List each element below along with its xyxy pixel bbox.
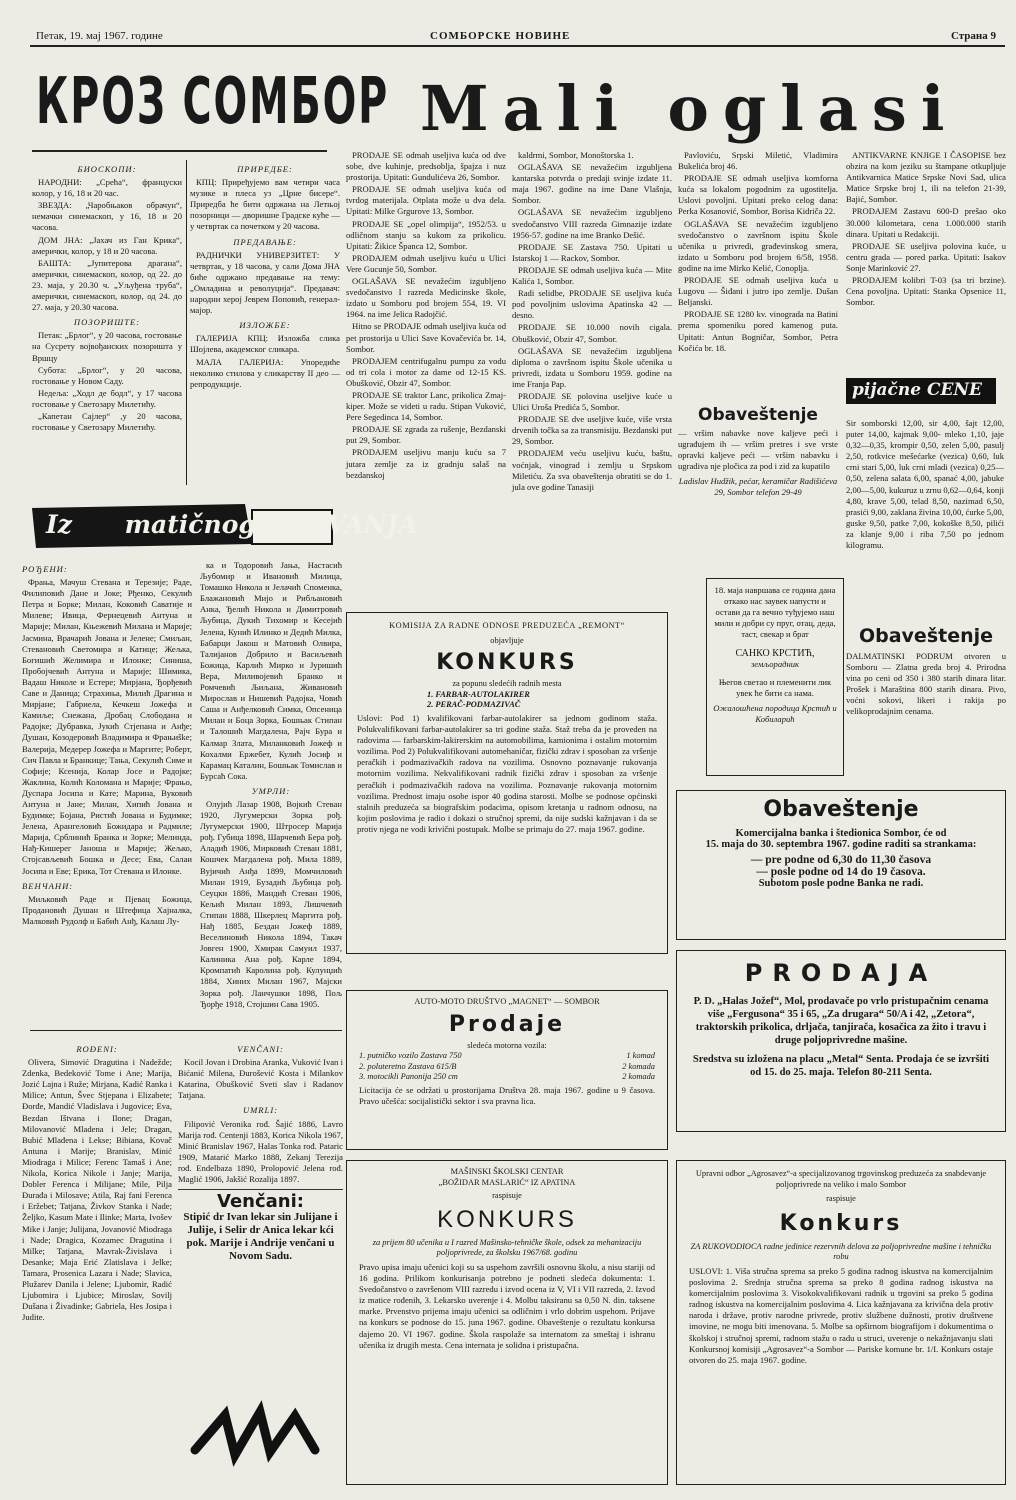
issue-date: Петак, 19. мај 1967. године: [36, 30, 163, 42]
classified-ad: kaldrmi, Sombor, Monoštorska 1.: [518, 150, 634, 160]
agrosavez-org: Upravni odbor „Agrosavez“-a specijalizovanog trgovinskog preduzeća za snabdevanje poljoprivrede na veliko i malo Sombor: [695, 1169, 987, 1189]
classified-ad: Radi selidbe, PRODAJE SE useljiva kuća pod povoljnim uslovima Apatinska 42 — desno.: [512, 288, 672, 321]
wine-cellar-title: Obaveštenje: [858, 625, 994, 647]
memorial-role: земљорадник: [750, 659, 800, 670]
theatre-item: „Капетан Сајлер“ ,у 20 часова, гостовање у Светозару Милетићу.: [32, 410, 182, 433]
classified-ad: PRODAJEM centrifugalnu pumpu za vodu od tri cola i motor za dame od 12-15 KS. Obušković, Obzir 47, Sombor.: [346, 355, 506, 388]
wedding-notice-title: Venčani:: [217, 1191, 304, 1213]
remont-competition: [346, 612, 668, 954]
classified-ad: PRODAJE SE zgrada za rušenje, Bezdanski put 29, Sombor.: [346, 424, 506, 446]
classified-ad: OGLAŠAVA SE nevažećim izgubljeno svedočanstvo o završnom ispitu Škole učenika u privredi, građevinskog smera, izdato u Somboru pod brojem 6/58, 1958. godine na ime Mirko Kelić, Conoplja.: [678, 218, 838, 273]
cinema-item: БАШТА: „Јупитерова драгана“, амерички, синемаскоп, колор, од 22. до 23. маја, у 20.30 ч. „Уљуђена труба“, амерички, синемаскоп, колор, од 24. до 27. маја, у 20.30 часова.: [32, 257, 182, 313]
marriages-heading: ВЕНЧАНИ:: [22, 880, 74, 891]
remont-job-1: 1. FARBAR-AUTOLAKIRER: [427, 689, 530, 699]
apatin-text: Pravo upisa imaju učenici koji su sa uspehom završili osnovnu školu, a nisu stariji od 16 godina. Prilikom konkurisanja potrebno je podneti sledeća dokumenta: 1. Svedočanstvo o završenom VIII razredu i izvod ocena iz V, VI i VII razreda, 2. Izvod iz matice rođenih, 3. Lekarsko uverenje i 4. Molbu taksiranu sa 0,50 N. din. taksene marke. Prvenstvo prijema imaju učenici sa odličnim i vrlo dobrim uspehom. Prijave na konkurs se podnose do 15. juna 1967. godine. Obaveštenje o rezultatu konkursa dajemo 20. VI 1967. godine. Škola raspolaže sa internatom za smeštaj i ishranu učenika iz drugih mesta. Cena internata je solidna i pristupačna.: [359, 1261, 655, 1350]
classified-ad: Pavloviću, Srpski Miletić, Vladimira Bukelića broj 46.: [678, 150, 838, 172]
vehicle-qty: 2 komada: [622, 1061, 655, 1071]
cinema-item: НАРОДНИ: „Срећа“, француски колор, у 16, 18 и 20 час.: [32, 177, 182, 199]
classified-ad: PRODAJEM veću useljivu kuću, baštu, voćnjak, vinograd i zemlju u Srpskom Miletiću. Za sva obaveštenja obratiti se do 1. jula ove godine Tanasiji: [512, 448, 672, 492]
classified-ad: PRODAJEM Zastavu 600-D prešao oko 30.000 kilometara, cena 1.000.000 starih dinara. Upitati u Redakciji.: [846, 206, 1006, 239]
classified-ad: PRODAJEM odmah useljivu kuću u Ulici Vere Gucunje 50, Sombor.: [346, 252, 506, 274]
magnet-vehicle-row: [359, 1072, 655, 1083]
vehicle-qty: 1 komad: [626, 1051, 655, 1061]
vehicle-name: 2. poluteretno Zastava 615/B: [359, 1061, 457, 1071]
vehicle-name: 3. motocikli Panonija 250 cm: [359, 1072, 458, 1082]
births-cyr-column-2: [200, 560, 342, 1009]
bank-line-1: Komercijalna banka i štedionica Sombor, će od: [735, 828, 947, 839]
agrosavez-title: Konkurs: [779, 1210, 903, 1236]
marriages-text: Миљковић Раде и Пјевац Божица, Продановић Душан и Штефица Хајналка, Малковић Рудолф и Бабић Анђ, Калаш Лу-: [22, 893, 192, 926]
births-text: Фрања, Мачуш Стевана и Терезије; Раде, Филиповић Дане и Јоке; Рђенко, Секулић Петра и Борке; Милан, Коковић Саватије и Милеве; Ивица, Фернецевић Антуна и Марије; Милан, Књежевић Милана и Марије; Јасмина, Врачарић Јована и Јелене; Смиљан, Стевановић Светомира и Катице; Жељка, Богишић Желимира и Илонке; Синиша, Пробојчевић Антуна и Марије; Шимика, Вадаш Николе и Естере; Мирјана, Ђорђевић Саве и Даница; Страхиња, Милић Драгина и Мирјане; Габриела, Кечкеш Јожефа и Камиље; Снежана, Дробац Слободана и Радојке; Дубравка, Јукић Стјепана и Анђе; Душан, Козодеровић Владимира и Фрањиške; Валерија, Медерер Јожефа и Маргите; Роберт, Сич Павла и Бранкице; Тања, Секулић Симе и Софије; Ксенија, Колар Јосе и Радојке; Жаклина, Колић Коломана и Марије; Фрањо, Дуспара Јосипа и Кате; Марина, Вуковић Антуна и Јане; Милан, Хипић Јована и Будимке; Бојана, Ристић Јована и Будимке; Јелена, Арангеловић Божидара и Радмиле; Марија, Срблинић Бранка и Зорке; Мелинда, Нађ-Кишерег Јаноша и Марије; Жељко, Стојсављевић Бошка и Десе; Ева, Салаи Јосипа и Еве; Ерика, Тот Стевана и Илонке.: [22, 577, 192, 876]
wine-cellar-notice: [846, 625, 1006, 775]
apatin-school-competition: [346, 1160, 668, 1485]
agrosavez-subtitle: ZA RUKOVODIOCA radne jedinice rezervnih delova za poljoprivredne mašine i tehničku robu: [690, 1241, 992, 1262]
newspaper-name: СОМБОРСКЕ НОВИНЕ: [430, 30, 571, 42]
classified-ad: PRODAJE SE odmah useljiva kuća — Mite Kalića 1, Sombor.: [512, 264, 672, 287]
classified-ad: PRODAJE SE polovina useljive kuće u Ulici Uroša Predića 5, Sombor.: [512, 390, 672, 413]
deaths-lat-text: Filipović Veronika rođ. Šajić 1886, Lavro Marija rođ. Centenji 1883, Korica Nikola 1967, Minić Branislav 1967, Halas Tonka rođ. Pataric 1909, Matarić Marko 1888, Zekanj Terezija rođ. Endelbaza 1890, Prolopović Jelena rođ. Maglić 1906, Jakšić Rozalija 1897.: [178, 1118, 343, 1185]
classified-ad: PRODAJE SE odmah useljiva kuća u Lugovu — Šiđani i jutro ipo zemlje. Dušan Beljanski.: [678, 275, 838, 308]
theatre-item: Петак: „Брлог“, у 20 часова, гостовање на Сусрету војвођанских позоришта у Вршцу: [32, 330, 182, 363]
remont-title: KONKURS: [436, 650, 578, 676]
classified-ad: PRODAJEM kolibri T-03 (sa tri brzine). Cena povoljna. Upitati: Stanka Opsenice 11, Sombor.: [846, 275, 1006, 308]
machinery-sale: [676, 950, 1006, 1132]
apatin-org-1: MAŠINSKI ŠKOLSKI CENTAR: [450, 1167, 564, 1176]
births-heading: РОЂЕНИ:: [22, 564, 68, 574]
bank-title: Obaveštenje: [763, 797, 919, 822]
apatin-org-2: „BOŽIDAR MASLARIĆ“ IZ APATINA: [438, 1177, 576, 1187]
classified-ad: PRODAJE SE Zastava 750. Upitati u Istarskoj 1 — Rackov, Sombor.: [512, 241, 672, 263]
magnet-vehicle-row: [359, 1062, 655, 1073]
classified-ad: PRODAJE SE useljiva polovina kuće, u centru grada — pored parka. Upitati: Isakov Sonje Marinković 27.: [846, 240, 1006, 273]
decorative-swirl: [185, 1400, 335, 1470]
agrosavez-text: USLOVI: 1. Viša stručna sprema sa preko 5 godina radnog iskustva na komercijalnim poslovima 2. Srednja stručna sprema sa preko 8 godina radnog iskustva na komercijalnim poslovima 3. Visokokvalifikovani radnik u trgovini sa preko 5 godina radnog iskustva na komercijalnim poslovima 4. Lica kažnjavana za krivična dela protiv naroda i države, protiv narodne privrede, protiv službene dužnosti, protiv društvene imovine, ne mogu biti imenovana. 5. Molbe sa opširnom biografijom i dokumentima o školskoj i stručnoj spremi, radnom stažu o radu u struci, uverenje o nekažnjavanju slati Konkursnoj komisiji „Agrosavez“-a Sombor — Pariske komune br. 1/I. Konkurs ostaje otvoren do 25. maja 1967. godine.: [689, 1265, 993, 1365]
marriages-lat-heading: VENČANI:: [237, 1044, 284, 1054]
classified-ad: PRODAJE SE traktor Lanc, prikolica Zmaj-kiper. Može se videti u radu. Stipan Vuković, Pere Segedinca 14, Sombor.: [346, 389, 506, 423]
remont-subtitle: za popunu sledećih radnih mesta: [452, 679, 562, 689]
machinery-sale-text-2: Sredstva su izložena na placu „Metal“ Senta. Prodaja će se izvršiti od 15. do 25. maja. Telefon 80-211 Senta.: [692, 1054, 990, 1078]
remont-job-2: 2. PERAČ-PODMAZIVAČ: [427, 700, 521, 710]
cinema-item: ЗВЕЗДА: „Чаробњаков обрачун“, немачки синемаскоп, у 16, 18 и 20 часова.: [32, 200, 182, 233]
kroz-right-column: [190, 160, 340, 490]
classified-ad: PRODAJE SE odmah useljiva kuća od tvrdog materijala. Otplata može u dva dela. Upitati: Milke Grgurove 13, Sombor.: [346, 184, 506, 217]
apatin-subtitle: za prijem 80 učenika u I razred Mašinsko-tehničke škole, odsek za mehanizaciju poljoprivrede, za školsku 1967/68. godinu: [372, 1237, 642, 1258]
magnet-text: Licitacija će se održati u prostorijama Društva 28. maja 1967. godine u 9 časova. Pravo učešća: socijalistički sektor i sva pravna lica.: [359, 1084, 655, 1107]
apatin-title: KONKURS: [437, 1205, 577, 1233]
classified-ad: PRODAJE SE dve useljive kuće, više vrsta drvenih točka sa za transmisiju. Bezdanski put 29, Sombor.: [512, 414, 672, 447]
bank-line-2: 15. maja do 30. septembra 1967. godine raditi sa strankama:: [705, 839, 977, 850]
exhibition-item: ГАЛЕРИЈА КПЦ: Изложба слика Шојлева, академског сликара.: [190, 333, 340, 355]
remont-announces: objavljuje: [490, 635, 524, 645]
classified-ad: OGLAŠAVA SE nevažećim izgubljena kantarska potvrda o predaji svinje izdate 11. maja 1967. godine na ime Dane Vlašnja, Sombor.: [512, 162, 672, 206]
classifieds-col-4: [846, 150, 1006, 365]
classifieds-col-2: [512, 150, 672, 595]
lecture-item: РАДНИЧКИ УНИВЕРЗИТЕТ: У четвртак, у 18 часова, у сали Дома ЈНА биће одржано предавање на тему: „Омладина и револуција“. Предавач: народни херој Јеврем Поповић, генерал-мајор.: [190, 249, 340, 316]
classified-ad: PRODAJE SE odmah useljiva komforna kuća sa lokalom pogodnim za ugostitelja. Uslovi povoljni. Upitati preko celog dana: Perka Kosanović, Sombor, Borisa Kidriča 22.: [678, 173, 838, 217]
classified-ad: PRODAJE SE 1280 kv. vinograda na Batini prema spomeniku pored kamenog puta. Upitati: Antun Bogničar, Sombor, Petra Kočića br. 18.: [678, 309, 838, 353]
exhibition-item: МАЛА ГАЛЕРИЈА: Упоредиће неколико стилова у сликарству II део — репродукције.: [190, 356, 340, 389]
bank-saturday: Subotom posle podne Banka ne radi.: [758, 878, 924, 889]
events-heading: ПРИРЕДБЕ:: [237, 164, 293, 174]
vehicle-qty: 2 komada: [622, 1072, 655, 1082]
births-lat-text: Olivera, Simović Dragutina i Nadežde; Zdenka, Bedeković Tome i Ane; Marija, Jozić Lajna i Ruže; Mirjana, Kadić Ranka i Milice; Antun, Švec Stjepana i Elizabete; Đorđe, Mandić Vladislava i Jugovice; Eva, Bezdan Ištvana i Ilone; Dragan, Milovanović Mladena i Jele; Dragan, Bubić Mlađena i Lekse; Bibiana, Kovač Antuna i Marije; Branislav, Minić Miodraga i Milice; Ferenc Tamaš i Ane; Nikola, Korica Nikole i Janje; Marija, Dobler Ferenca i Milijane; Mile, Pilja Đurađa i Milosave; Atila, Raj fani Ferenca i Eržebet; Tatjana, Živkov Stanka i Nade; Željko, Kasum Mate i Ilinke; Marta, Ivošev Mike i Janje; Julijana, Jovanović Miodraga i Nade; Dragica, Kozamec Dragutina i Milke; Tatjana, Mavrak-Živislava i Desanke; Maja Erić Zlatislava i Jelke; Tamara, Prosenica Lazara i Nade; Slavica, Plužarev Danila i Jelene; Ljubomir, Radić Ljubomira i Ljubice; Miroslav, Sovilj Dušana i Živadinke; Gabriela, Hes Josipa i Judite.: [22, 1057, 172, 1323]
kroz-left-column: [32, 160, 182, 490]
memorial-notice: [706, 578, 844, 776]
agrosavez-announces: raspisuje: [826, 1194, 856, 1204]
births-text-cont: ка и Тодоровић Јања, Настасић Љубомир и Ивановић Милица, Томашко Никола и Јелачић Споменка, Блажановић Мијо и Рибљановић Анка, Ђелић Никола и Димитровић Љубица, Дукић Тихомир и Кесејић Јелена, Кунић Илинко и Дедић Милка, Бабарци Јакош и Матовић Олвира, Талијанов Добрило и Васиљевић Божица, Карлић Мирко и Јуришић Вера, Миливојевић Бранко и Ромчевић Љиљана, Живановић Мирослав и Нишевић Радојка, Човић Саша и Анђелковић Симка, Опсеница Милан и Боца Зорка, Бошњак Стипан и Талошић Магдалена, Рајч Бура и Калмар Злата, Миланковић Јожеф и Кохалми Ержебет, Кулић Јосиф и Карамац Каталин, Бошњак Томислав и Бурсаћ Сока.: [200, 560, 342, 781]
stove-maker-signature: Ladislav Hudžik, pećar, keramičar Radišićeva 29, Sombor telefon 29-49: [678, 476, 838, 498]
market-prices-text: Sir somborski 12,00, sir 4,00, šajt 12,00, puter 14,00, kajmak 9,00- mleko 1,10, jaje 0,32—0,35, krompir 0,50, zelen 5,00, pasulj 2,50, rotkvice mešećarke (vezica) 0,60, luk crni stari 5,00, luk crni mladi (vezica) 0,25—0,50, zelena salata 6,00, spanać 4,00, jabuke 2,00—5,00, kukuruz u zrnu 0,62—0,64, konji 4,80, krave 5,00, telad 8,50, nazimad 6,50, prasići 9,00, zaklana živina 10,00, ćurke 5,00, guske 9,50, patke 7,00, kokoške 8,50, pilići za klanje 9,00 i riba 7,50 po jednom kilogramu.: [846, 418, 1004, 551]
bank-hours-1: — pre podne od 6,30 do 11,30 časova: [750, 854, 932, 866]
cinemas-heading: БИОСКОПИ:: [77, 164, 137, 174]
kroz-sombor-title: КРОЗ СОМБОР: [36, 65, 390, 139]
classifieds-col-1: [346, 150, 506, 595]
stove-maker-title: Obaveštenje: [698, 405, 818, 425]
cinema-item: ДОМ ЈНА: „Јахач из Ган Крика“, амерички, колор, у 18 и 20 часова.: [32, 234, 182, 256]
vehicle-name: 1. putničko vozilo Zastava 750: [359, 1051, 462, 1061]
memorial-text-2: Његов светао и племенити лик увек ће бити са нама.: [718, 676, 832, 698]
births-cyr-column: [22, 560, 192, 1000]
apatin-announces: raspisuje: [492, 1191, 522, 1201]
bank-hours-2: — posle podne od 14 do 19 časova.: [756, 866, 926, 878]
remont-text: Uslovi: Pod 1) kvalifikovani farbar-autolakirer sa jednom godinom staža. Polukvalifikovani farbar-autolakirer sa tri godine staža. Staž treba da je proveden na radovima — farbarskim-lakirerskim na automobilima, kamionima i ostalim motornim vozilima. Pod 2) Polukvalifikovani automehaničar, fizički zdrav i sposoban za vršenje peračkih i podmazivačkih radova na vozilima. Osnovno poznavanje rukovanja motornim vozilima. Nekvalifikovani radnik fizički zdrav i sposoban za vršenje peračkih i podmazivačkih radova na vozilima. Poznavanje rukovanja motornim vozilima. Prednost imaju osobe ispor 40 godina starosti. Molbe se podnose općinski stalnih preduzeća sa biografskim podacima, opisom kretanja u radnom odnosu, na kojim poslovima je radio i dokazi o stručnoj spremi, da nije sudski kažnjavan i da se protiv njega ne vodi krivični postupak. Molbe se primaju do 27. maja 1967. godine.: [357, 712, 657, 834]
exhibitions-heading: ИЗЛОЖБЕ:: [239, 320, 291, 331]
wine-cellar-text: DALMATINSKI PODRUM otvoren u Somboru — Zlatna greda broj 4. Prirodna vina po ceni od 350 i 380 starih dinara litar. Prošek i Maraština 800 starih dinara. Pivo, voćni sokovi, likeri i rakija po velikoprodajnim cenama.: [846, 651, 1006, 717]
theatre-item: Субота: „Брлог“, у 20 часова, гостовање у Новом Саду.: [32, 364, 182, 386]
deaths-text: Олујић Лазар 1908, Војкић Стеван 1920, Лугумерски Зорка рођ. Лугумерски 1900, Штросер Марија рођ. Губица 1898, Шарчевић Бера рођ. Аладић 1906, Мирковић Стеван 1881, Кошчек Магдалена рођ. Мила 1889, Вујичић Анђа 1899, Момчиловић Милан 1919, Бузадић Љубица рођ. Сеуцки 1886, Мандић Стеван 1906, Кељић Милан 1893, Лишчевић Стипан 1888, Шкерлец Маргита рођ. Нађ 1885, Бездан Јожеф 1889, Веселиновић Никола 1894, Такач Јовген 1900, Хмирак Самуил 1937, Калиника Ана рођ. Карле 1894, Кромпатић Каролина рођ. Кулунџић 1884, Хиних Милан 1967, Мајски Зорка рођ. Ланчушки 1898, Пољ Ђорђе 1918, Стојшин Сава 1905.: [200, 798, 342, 1009]
remont-org: KOMISIJA ZA RADNE ODNOSE PREDUZEĆA „REMONT“: [389, 621, 625, 630]
classified-ad: OGLAŠAVA SE nevažećim izgubljena diploma o završnom ispitu Škole učenika u privredi, izdata u Somboru 1959. godine na ime Franja Pap.: [512, 345, 672, 389]
event-item: КПЦ: Приређујемо вам четири часа музике и плеса уз „Црне бисере“. Приредба ће бити одржана на Летњој позорници — дворишне Градске куће — у четвртак са почетком у 20 часова.: [190, 177, 340, 232]
market-prices-title: pijačne CENE: [852, 380, 982, 400]
magnet-org: AUTO-MOTO DRUŠTVO „MAGNET“ — SOMBOR: [414, 997, 600, 1006]
classified-ad: Hitno se PRODAJE odmah useljiva kuća od pet prostorija u Ulici Save Kovačevića br. 14, Sombor.: [346, 321, 506, 354]
classified-ad: OGLAŠAVA SE nevažećim izgubljeno svedočanstvo I razreda Medicinske škole, izdato u Somboru pod brojem 554, 19. VI 1964. na ime Jelica Radojčić.: [346, 276, 506, 320]
births-lat-heading: ROĐENI:: [76, 1044, 118, 1054]
classified-ad: PRODAJE SE „opel olimpija“, 1952/53. u odličnom stanju sa kukom za prikolicu. Upitati: Žikice Španca 12, Sombor.: [346, 218, 506, 251]
market-prices-logo: [846, 378, 1004, 408]
lecture-heading: ПРЕДАВАЊЕ:: [233, 236, 297, 247]
births-lat-column: [22, 1040, 172, 1490]
bank-notice: [676, 790, 1006, 940]
page-number: Страна 9: [950, 30, 996, 42]
stove-maker-text: — vršim nabavke nove kaljeve peći i ugrađujem ih — vršim pretres i sve vrste opravki kaljeve peći — vršim nabavku i ugradiva nje pločica za pod i zid za kupatilo: [678, 428, 838, 472]
classified-ad: PRODAJE SE 10.000 novih cigala. Obušković, Obzir 47, Sombor.: [512, 322, 672, 344]
stove-maker-notice: [678, 405, 838, 575]
marriages-lat-column: [178, 1040, 343, 1340]
classified-ad: PRODAJEM useljivu manju kuću sa 7 jutara zemlje za iz gradnju salaš na bezdanskoj: [346, 447, 506, 480]
classified-ad: ANTIKVARNE KNJIGE I ČASOPISE bez obzira na kom jeziku su štampane otkupljuje Antikvarnica Matice Srpske Novi Sad, ulica Matice Srpske broj 1, ili na telefon 21-39, Bajić, Sombor.: [846, 150, 1006, 205]
magnet-vehicle-row: [359, 1051, 655, 1062]
theatre-item: Недеља: „Ходл де бодл“, у 17 часова гостовање у Светозару Милетићу.: [32, 387, 182, 409]
wedding-notice-text: Stipić dr Ivan lekar sin Julijane i Julije, i Selir dr Anica lekar kći pok. Marije i Andrije venčani u Novom Sadu.: [183, 1211, 338, 1263]
magnet-sale: [346, 990, 668, 1150]
deaths-heading: УМРЛИ:: [251, 785, 291, 796]
agrosavez-competition: [676, 1160, 1006, 1485]
memorial-text: 18. маја навршава се година дана откако нас заувек напусти и остави да га вечно туђујемо наш мили и добри сy пруг, отац, деда, таст, свекар и брат: [714, 585, 836, 640]
classifieds-col-3: [678, 150, 838, 395]
memorial-name: САНКО КРСТИЋ,: [735, 648, 815, 660]
deaths-lat-heading: UMRLI:: [242, 1105, 279, 1116]
theatre-heading: ПОЗОРИШТЕ:: [73, 317, 141, 328]
maticno-logo-text: Iz matičnog ZVANJA: [46, 510, 418, 539]
marriages-lat-text: Kocil Jovan i Drobina Aranka, Vuković Ivan i Bićanić Milena, Đurošević Kosta i Milankov Katarina, Obušković Sveti slav i Radanov Tatjana.: [178, 1057, 343, 1101]
magnet-subtitle: sledeća motorna vozila:: [467, 1040, 547, 1050]
machinery-sale-text: P. D. „Halas Jožef“, Mol, prodavače po vrlo pristupačnim cenama više „Fergusona“ 35 i 65, „Za drugara“ 50/A i 42, „Zetora“, traktorskih prikolica, drljača, tanjirača, kosačica za žito i travu i druge poljoprivredne mašine.: [693, 996, 989, 1046]
machinery-sale-title: PRODAJA: [744, 959, 938, 987]
classified-ad: OGLAŠAVA SE nevažećim izgubljeno svedočanstvo VIII razreda Gimnazije izdate 1956-57. godine na ime Branko Dešić.: [512, 207, 672, 240]
classified-ad: PRODAJE SE odmah useljiva kuća od dve sobe, dve kuhinje, predsoblja, špajza i nuz prostorija. Upitati: Gundulićeva 26, Sombor.: [346, 150, 506, 183]
memorial-signature: Ожалошћена породица Крстић и Кобиларић: [713, 702, 837, 724]
mali-oglasi-title: Mali oglasi: [420, 72, 959, 145]
header-rule: [30, 45, 1005, 47]
maticno-logo: [30, 500, 418, 552]
magnet-title: Prodaje: [448, 1011, 566, 1037]
